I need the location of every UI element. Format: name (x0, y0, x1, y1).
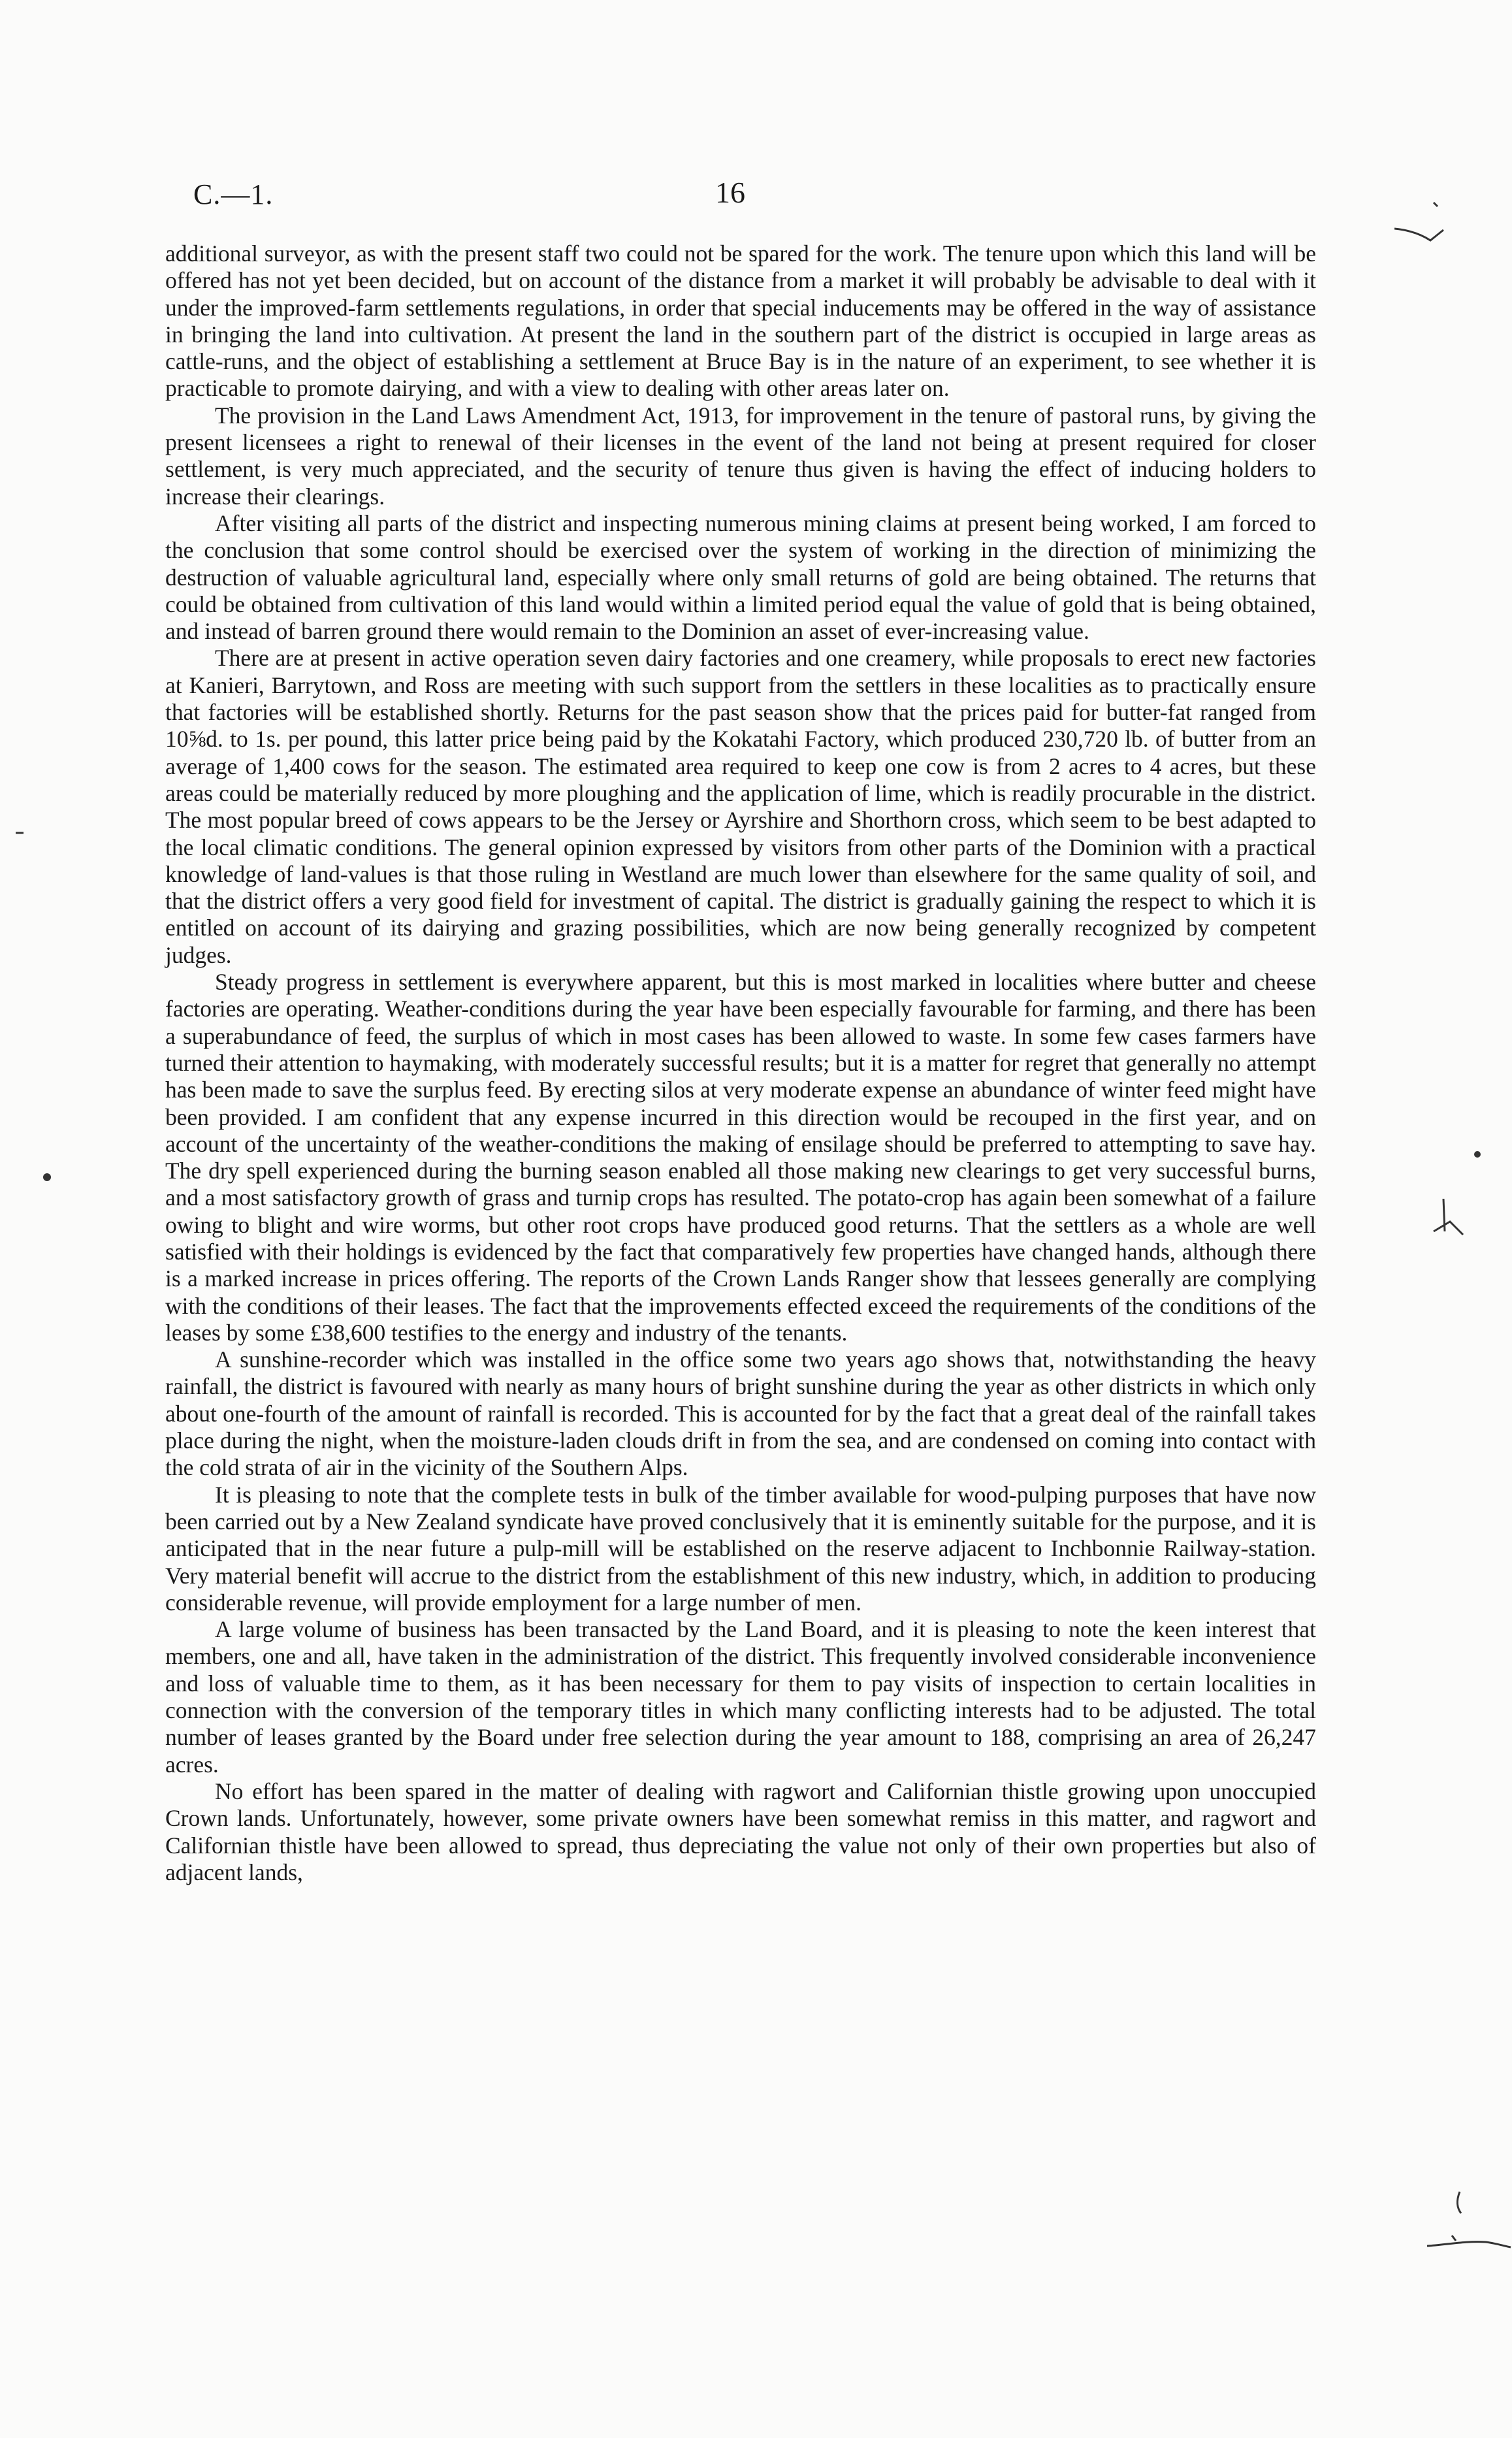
paragraph: A large volume of business has been transacted by the Land Board, and it is pleasing to note the keen interest that members, one and all, have taken in the administration of the district. This frequently involved considerable inconvenience and loss of valuable time to them, as it has been necessary for them to pay visits of inspection to certain localities in connection with the conversion of the temporary titles in which many conflicting interests had to be adjusted. The total number of leases granted by the Board under free selection during the year amount to 188, comprising an area of 26,247 acres. (165, 1616, 1316, 1778)
paragraph: The provision in the Land Laws Amendment Act, 1913, for improvement in the tenure of pastoral runs, by giving the present licensees a right to renewal of their licenses in the event of the land not being at present required for closer settlement, is very much appreciated, and the security of tenure thus given is having the effect of inducing holders to increase their clearings. (165, 402, 1316, 510)
page-number: 16 (715, 176, 745, 209)
margin-mark (1427, 2188, 1512, 2260)
paragraph: It is pleasing to note that the complete tests in bulk of the timber available for wood-pulping purposes that have now been carried out by a New Zealand syndicate have proved conclusively that it is eminently suitable for the purpose, and it is anticipated that in the near future a pulp-mill will be established on the reserve adjacent to Inchbonnie Railway-station. Very material benefit will accrue to the district from the establishment of this new industry, which, in addition to producing considerable revenue, will provide employment for a large number of men. (165, 1481, 1316, 1616)
margin-mark (1394, 183, 1453, 255)
paragraph: A sunshine-recorder which was installed in the office some two years ago shows that, notwithstanding the heavy rainfall, the district is favoured with nearly as many hours of bright sunshine during the year as other districts in which only about one-fourth of the amount of rainfall is recorded. This is accounted for by the fact that a great deal of the rainfall takes place during the night, when the moisture-laden clouds drift in from the sea, and are condensed on coming into contact with the cold strata of air in the vicinity of the Southern Alps. (165, 1346, 1316, 1481)
document-reference: C.—1. (193, 178, 274, 210)
paragraph: additional surveyor, as with the present staff two could not be spared for the work. The tenure upon which this land will be offered has not yet been decided, but on account of the distance from a market it will probably be advisable to deal with it under the improved-farm settlements regulations, in order that special inducements may be offered in the way of assistance in bringing the land into cultivation. At present the land in the southern part of the district is occupied in large areas as cattle-runs, and the object of establishing a settlement at Bruce Bay is in the nature of an experiment, to see whether it is practicable to promote dairying, and with a view to dealing with other areas later on. (165, 240, 1316, 402)
margin-mark (1424, 1195, 1476, 1248)
margin-mark (13, 826, 33, 839)
margin-mark (1470, 1146, 1489, 1166)
body-text (165, 240, 1316, 1886)
paragraph: No effort has been spared in the matter of dealing with ragwort and Californian thistle growing upon unoccupied Crown lands. Unfortunately, however, some private owners have been somewhat remiss in this matter, and ragwort and Californian thistle have been allowed to spread, thus depreciating the value not only of their own properties but also of adjacent lands, (165, 1778, 1316, 1885)
margin-mark (39, 1169, 59, 1189)
paragraph: There are at present in active operation seven dairy factories and one creamery, while proposals to erect new factories at Kanieri, Barrytown, and Ross are meeting with such support from the settlers in these localities as to practically ensure that factories will be established shortly. Returns for the past season show that the prices paid for butter-fat ranged from 10⅝d. to 1s. per pound, this latter price being paid by the Kokatahi Factory, which produced 230,720 lb. of butter from an average of 1,400 cows for the season. The estimated area required to keep one cow is from 2 acres to 4 acres, but these areas could be materially reduced by more ploughing and the application of lime, which is readily procurable in the district. The most popular breed of cows appears to be the Jersey or Ayrshire and Shorthorn cross, which seem to be best adapted to the local climatic conditions. The general opinion expressed by visitors from other parts of the Dominion with a practical knowledge of land-values is that those ruling in Westland are much lower than elsewhere for the same quality of soil, and that the district offers a very good field for investment of capital. The district is gradually gaining the respect to which it is entitled on account of its dairying and grazing possibilities, which are now being generally recognized by competent judges. (165, 645, 1316, 968)
paragraph: Steady progress in settlement is everywhere apparent, but this is most marked in localities where butter and cheese factories are operating. Weather-conditions during the year have been especially favourable for farming, and there has been a superabundance of feed, the surplus of which in most cases has been allowed to waste. In some few cases farmers have turned their attention to haymaking, with moderately successful results; but it is a matter for regret that generally no attempt has been made to save the surplus feed. By erecting silos at very moderate expense an abundance of winter feed might have been provided. I am confident that any expense incurred in this direction would be recouped in the first year, and on account of the uncertainty of the weather-conditions the making of ensilage should be preferred to attempting to save hay. The dry spell experienced during the burning season enabled all those making new clearings to get very successful burns, and a most satisfactory growth of grass and turnip crops has resulted. The potato-crop has again been somewhat of a failure owing to blight and wire worms, but other root crops have produced good returns. That the settlers as a whole are well satisfied with their holdings is evidenced by the fact that comparatively few properties have changed hands, although there is a marked increase in prices offering. The reports of the Crown Lands Ranger show that lessees generally are complying with the conditions of their leases. The fact that the improvements effected exceed the requirements of the conditions of the leases by some £38,600 testifies to the energy and industry of the tenants. (165, 969, 1316, 1346)
paragraph: After visiting all parts of the district and inspecting numerous mining claims at present being worked, I am forced to the conclusion that some control should be exercised over the system of working in the direction of minimizing the destruction of valuable agricultural land, especially where only small returns of gold are being obtained. The returns that could be obtained from cultivation of this land would within a limited period equal the value of gold that is being obtained, and instead of barren ground there would remain to the Dominion an asset of ever-increasing value. (165, 510, 1316, 645)
